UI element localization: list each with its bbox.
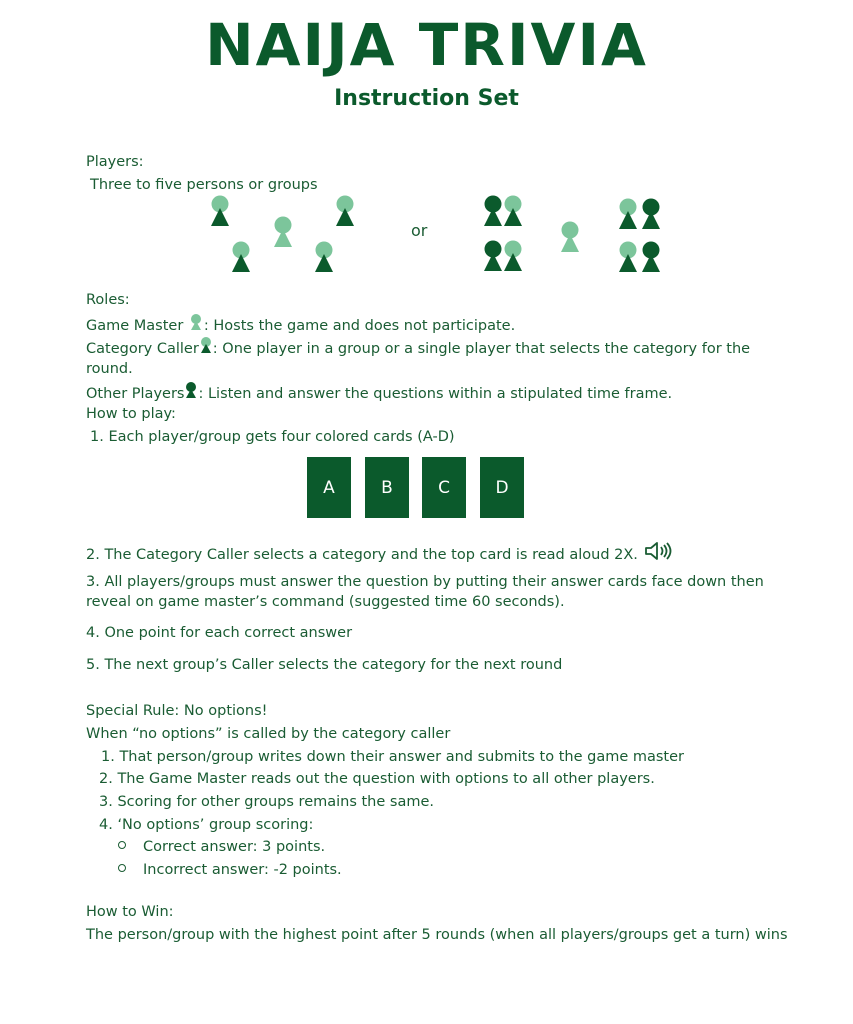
person-icon (619, 242, 637, 273)
game-master-label: Game Master (86, 318, 184, 334)
person-icon (315, 242, 333, 273)
special-rule-item-4: 4. ‘No options’ group scoring: (99, 817, 314, 833)
step-2 (86, 540, 675, 565)
page-title: NAIJA TRIVIA (205, 11, 648, 79)
person-icon (484, 241, 502, 272)
special-rule-heading: Special Rule: No options! (86, 703, 268, 719)
person-icon (184, 381, 198, 401)
step-5: 5. The next group’s Caller selects the category for the next round (86, 657, 563, 673)
game-master-desc: : Hosts the game and does not participate. (203, 318, 516, 334)
special-rule-item-2: 2. The Game Master reads out the question with options to all other players. (99, 771, 655, 787)
bullet-icon (118, 864, 126, 872)
page-subtitle: Instruction Set (334, 86, 519, 111)
other-players-desc: : Listen and answer the questions within a stipulated time frame. (198, 386, 673, 402)
how-to-win-heading: How to Win: (86, 904, 174, 920)
person-icon (211, 196, 229, 227)
category-caller-desc: : One player in a group or a single player that selects the category for the round. (86, 341, 751, 377)
sub-item-incorrect: Incorrect answer: -2 points. (143, 862, 342, 878)
role-game-master (86, 313, 515, 336)
special-rule-item-1: 1. That person/group writes down their answer and submits to the game master (101, 749, 684, 765)
person-icon (199, 336, 213, 356)
person-icon (336, 196, 354, 227)
role-other-players (86, 381, 672, 404)
or-text: or (411, 221, 428, 240)
players-heading: Players: (86, 154, 144, 170)
step-1: 1. Each player/group gets four colored cards (A-D) (90, 429, 455, 445)
how-to-play-heading: How to play: (86, 406, 176, 422)
players-illustration (0, 0, 853, 300)
person-icon (188, 313, 204, 333)
person-icon (642, 199, 660, 230)
special-rule-item-3: 3. Scoring for other groups remains the same. (99, 794, 435, 810)
speaker-icon (643, 540, 675, 562)
special-rule-intro: When “no options” is called by the category caller (86, 726, 451, 742)
person-icon (561, 222, 579, 253)
bullet-icon (118, 841, 126, 849)
person-icon (619, 199, 637, 230)
card-a: A (307, 457, 351, 518)
person-icon (274, 217, 292, 248)
sub-item-correct: Correct answer: 3 points. (143, 839, 326, 855)
step-3: 3. All players/groups must answer the question by putting their answer cards face down then reveal on game master’s command (suggested time 60 seconds). (86, 574, 764, 610)
step-2-text: 2. The Category Caller selects a category and the top card is read aloud 2X. (86, 547, 638, 563)
person-icon (484, 196, 502, 227)
roles-heading: Roles: (86, 292, 130, 308)
person-icon (642, 242, 660, 273)
role-category-caller (86, 336, 766, 379)
person-icon (504, 241, 522, 272)
person-icon (232, 242, 250, 273)
card-d: D (480, 457, 524, 518)
person-icon (504, 196, 522, 227)
step-4: 4. One point for each correct answer (86, 625, 353, 641)
how-to-win-desc: The person/group with the highest point after 5 rounds (when all players/groups get a turn) wins (86, 927, 788, 943)
card-c: C (422, 457, 466, 518)
category-caller-label: Category Caller (86, 341, 199, 357)
players-desc: Three to five persons or groups (90, 177, 318, 193)
other-players-label: Other Players (86, 386, 185, 402)
card-b: B (365, 457, 409, 518)
